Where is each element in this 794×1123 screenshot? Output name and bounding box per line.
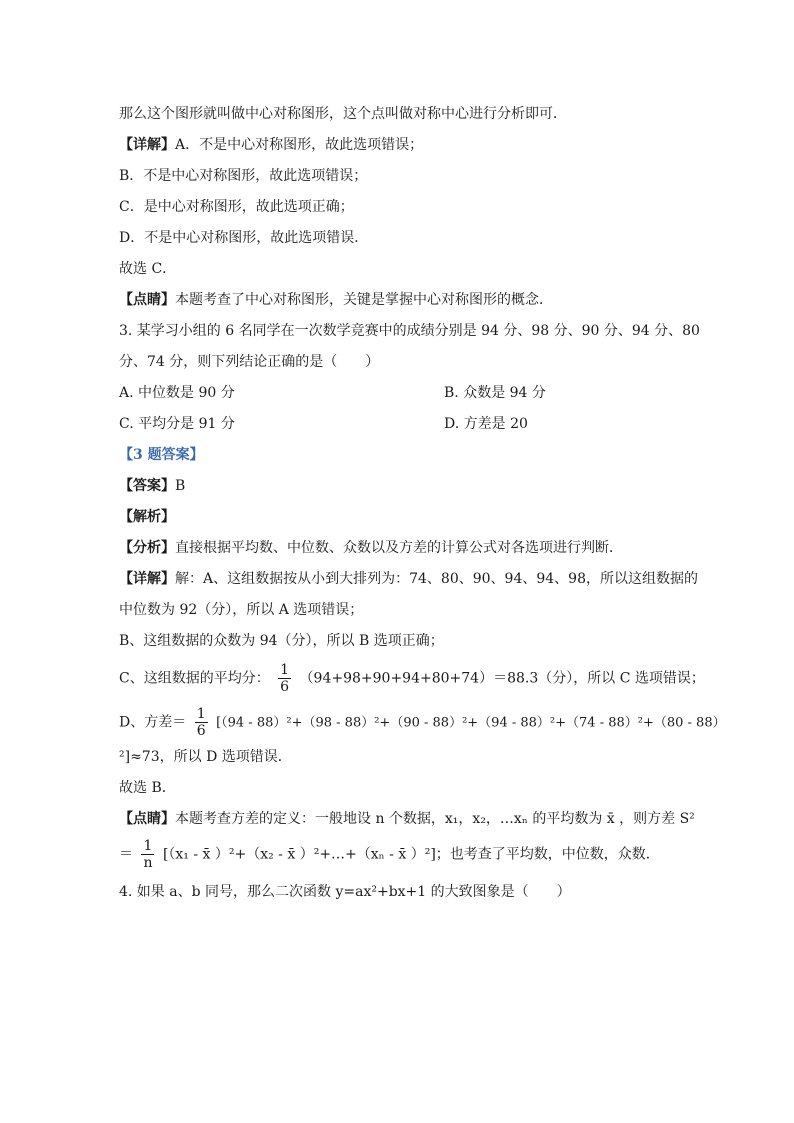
d-line (119, 706, 726, 739)
d-suffix: [（94 - 88）²+（98 - 88）²+（90 - 88）²+（94 - 88）²+（74 - 88）²+（80 - 88） (216, 715, 726, 731)
dianjing-frac-den: n (143, 855, 153, 871)
answer-line (119, 476, 185, 496)
dianjing-text: 本题考查了中心对称图形，关键是掌握中心对称图形的概念． (175, 292, 553, 308)
fenxi-line (119, 538, 623, 558)
xiangjie-text: 解：A、这组数据按从小到大排列为：74、80、90、94、94、98，所以这组数据的 (175, 571, 698, 587)
line-b: B．不是中心对称图形，故此选项错误； (119, 168, 368, 184)
c-frac-den: 6 (280, 679, 290, 695)
xiangjie-line2: 中位数为 92（分），所以 A 选项错误； (119, 602, 364, 618)
answer-value: B (175, 478, 186, 494)
jiexi: 【解析】 (119, 509, 175, 525)
option-d: D. 方差是 20 (444, 416, 528, 432)
l1: 那么这个图形就叫做中心对称图形，这个点叫做对称中心进行分析即可． (119, 106, 567, 122)
dianjing2-eq (119, 838, 660, 871)
answer-header: 【3 题答案】 (119, 447, 204, 463)
b-line: B、这组数据的众数为 94（分），所以 B 选项正确； (119, 633, 444, 649)
fenxi-tag: 【分析】 (119, 540, 175, 556)
fenxi-text: 直接根据平均数、中位数、众数以及方差的计算公式对各选项进行判断． (175, 540, 623, 556)
line-c: C．是中心对称图形，故此选项正确； (119, 199, 354, 215)
detail-text: A．不是中心对称图形，故此选项错误； (175, 137, 424, 153)
dianjing-suffix: [（x₁ - x̄ ）²+（x₂ - x̄ ）²+…+（xₙ - x̄ ）²]；也考查了平均数，中位数，众数． (162, 846, 660, 863)
c-prefix: C、这组数据的平均分： (119, 670, 270, 687)
dianjing-frac-num: 1 (141, 838, 154, 855)
line-d: D．不是中心对称图形，故此选项错误． (119, 230, 369, 246)
q3-line2: 分、74 分，则下列结论正确的是（ ） (119, 354, 380, 370)
guxuan-b: 故选 B． (119, 780, 176, 796)
d-frac-den: 6 (196, 723, 206, 739)
detail-line-a (119, 135, 423, 155)
d-line2: ²]≈73，所以 D 选项错误． (119, 749, 292, 765)
q3-line1: 3. 某学习小组的 6 名同学在一次数学竞赛中的成绩分别是 94 分、98 分、90 分、94 分、80 (119, 323, 700, 339)
c-suffix: （94+98+90+94+80+74）＝88.3（分），所以 C 选项错误； (299, 670, 705, 687)
d-frac-num: 1 (196, 706, 206, 722)
d-prefix: D、方差＝ (119, 714, 187, 731)
dianjing2-text: 本题考查方差的定义：一般地设 n 个数据，x₁，x₂，…xₙ 的平均数为 x̄ ，则方差 S² (175, 811, 695, 827)
dianjing2-line (119, 809, 695, 829)
dianjing2-tag: 【点睛】 (119, 811, 175, 827)
answer-tag: 【答案】 (119, 478, 175, 494)
option-a: A. 中位数是 90 分 (119, 385, 235, 401)
xiangjie-tag: 【详解】 (119, 571, 175, 587)
xiangjie-line (119, 569, 698, 589)
dianjing-fraction (141, 838, 154, 871)
q4: 4. 如果 a、b 同号，那么二次函数 y=ax²+bx+1 的大致图象是（ ） (119, 884, 571, 900)
option-c: C. 平均分是 91 分 (119, 416, 235, 432)
c-fraction (278, 662, 291, 695)
option-b: B. 众数是 94 分 (444, 385, 546, 401)
c-frac-num: 1 (280, 662, 290, 678)
dianjing-line (119, 290, 553, 310)
detail-tag: 【详解】 (119, 137, 175, 153)
dianjing-eq: ＝ (119, 846, 133, 863)
guxuan-c: 故选 C． (119, 261, 177, 277)
c-line (119, 662, 705, 695)
dianjing-tag: 【点睛】 (119, 292, 175, 308)
d-fraction (195, 706, 208, 739)
